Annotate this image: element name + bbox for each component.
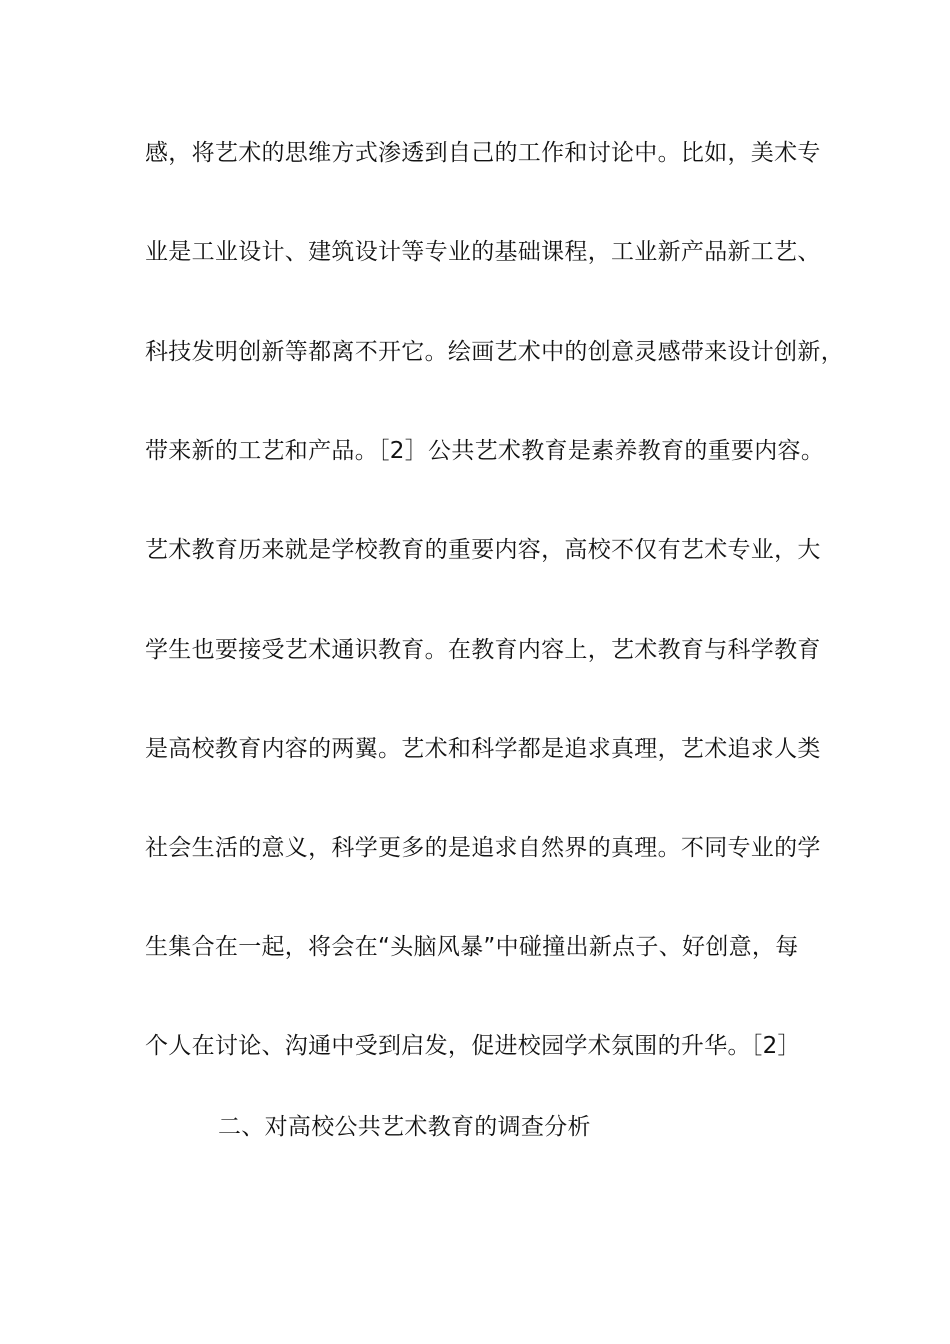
paragraph-line-3: 科技发明创新等都离不开它。绘画艺术中的创意灵感带来设计创新， — [145, 339, 844, 365]
paragraph-line-8: 社会生活的意义，科学更多的是追求自然界的真理。不同专业的学 — [145, 835, 821, 861]
paragraph-line-2: 业是工业设计、建筑设计等专业的基础课程，工业新产品新工艺、 — [145, 239, 821, 265]
paragraph-line-7: 是高校教育内容的两翼。艺术和科学都是追求真理，艺术追求人类 — [145, 736, 821, 762]
paragraph-line-6: 学生也要接受艺术通识教育。在教育内容上，艺术教育与科学教育 — [145, 637, 821, 663]
paragraph-line-1: 感，将艺术的思维方式渗透到自己的工作和讨论中。比如，美术专 — [145, 140, 821, 166]
section-heading: 二、对高校公共艺术教育的调查分析 — [218, 1114, 591, 1140]
paragraph-line-9: 生集合在一起，将会在“头脑风暴”中碰撞出新点子、好创意，每 — [145, 934, 799, 960]
paragraph-line-10: 个人在讨论、沟通中受到启发，促进校园学术氛围的升华。［2］ — [145, 1033, 801, 1059]
paragraph-line-5: 艺术教育历来就是学校教育的重要内容，高校不仅有艺术专业，大 — [145, 537, 821, 563]
paragraph-line-4: 带来新的工艺和产品。［2］公共艺术教育是素养教育的重要内容。 — [145, 438, 825, 464]
